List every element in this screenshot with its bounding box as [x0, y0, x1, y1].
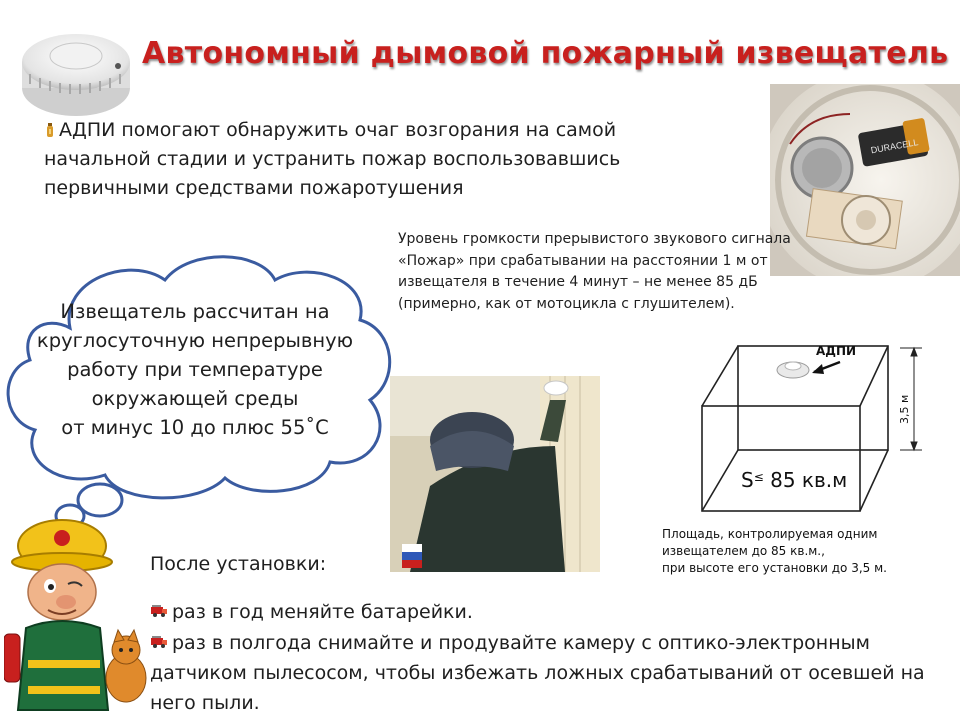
caption-line-3: при высоте его установки до 3,5 м.	[662, 561, 887, 575]
area-sign: ≤	[753, 470, 764, 484]
fire-truck-icon	[150, 628, 168, 642]
volume-line-1: Уровень громкости прерывистого звукового сигнала	[398, 231, 791, 247]
fire-truck-icon	[150, 597, 168, 611]
cloud-line-4: окружающей среды	[91, 387, 299, 410]
tip-battery	[150, 597, 930, 627]
room-caption	[662, 526, 942, 577]
smoke-detector-image	[20, 22, 132, 122]
firefighter-mascot	[4, 510, 154, 720]
fire-extinguisher-icon	[44, 118, 56, 134]
installing-detector-image	[390, 376, 600, 572]
cloud-line-2: круглосуточную непрерывную	[36, 329, 354, 352]
area-prefix: S	[741, 468, 754, 492]
cloud-line-3: работу при температуре	[67, 358, 323, 381]
volume-line-3: извещателя в течение 4 минут – не менее 85 дБ	[398, 274, 758, 290]
intro-paragraph	[44, 116, 644, 203]
height-label: 3,5 м	[898, 394, 911, 424]
cloud-text	[30, 297, 360, 442]
caption-line-2: извещателем до 85 кв.м.,	[662, 544, 825, 558]
adpi-label: АДПИ	[816, 344, 857, 358]
intro-text: АДПИ помогают обнаружить очаг возгорания на самой начальной стадии и устранить пожар воспользовавшись первичными средствами пожаротушения	[44, 119, 621, 199]
page-title: Автономный дымовой пожарный извещатель	[142, 36, 949, 71]
volume-line-2: «Пожар» при срабатывании на расстоянии 1 м от	[398, 252, 768, 269]
volume-note	[398, 229, 838, 315]
area-value: 85 кв.м	[770, 468, 848, 492]
tip-cleaning-text: раз в полгода снимайте и продувайте камеру с оптико-электронным датчиком пылесосом, чтобы избежать ложных срабатываний от осевшей на него пыли.	[150, 632, 925, 714]
cloud-line-5: от минус 10 до плюс 55˚С	[61, 416, 329, 439]
tip-battery-text: раз в год меняйте батарейки.	[172, 601, 473, 623]
caption-line-1: Площадь, контролируемая одним	[662, 527, 878, 541]
svg-text:DURACELL: DURACELL	[869, 137, 919, 156]
cloud-line-1: Извещатель рассчитан на	[60, 300, 330, 323]
area-label	[741, 468, 847, 492]
volume-line-4: (примерно, как от мотоцикла с глушителем).	[398, 295, 735, 312]
after-install-title: После установки:	[150, 553, 327, 575]
tip-cleaning	[150, 628, 940, 718]
